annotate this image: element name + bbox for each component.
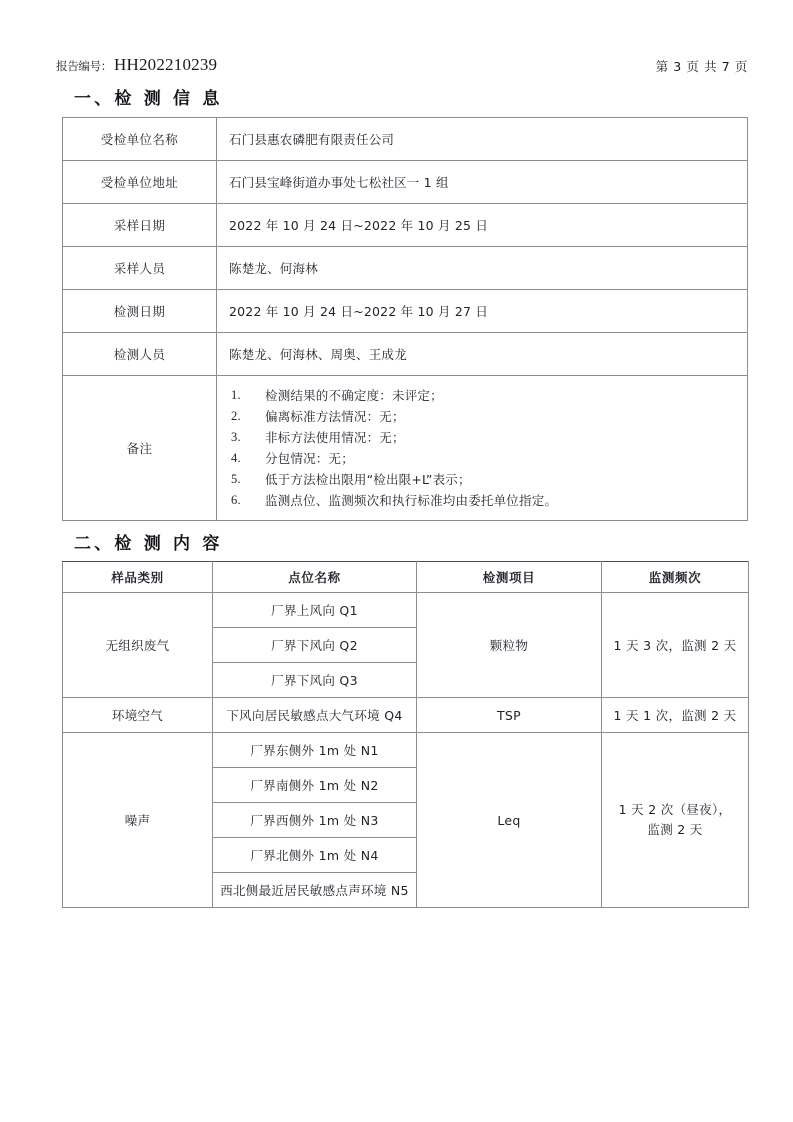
list-item <box>231 427 747 448</box>
column-header-point-name: 点位名称 <box>213 562 417 593</box>
cell-frequency-fugitive-emission: 1 天 3 次，监测 2 天 <box>602 593 749 698</box>
remark-number: 6. <box>231 493 241 507</box>
cell-item-particulates: 颗粒物 <box>417 593 602 698</box>
remark-text: 检测结果的不确定度：未评定； <box>265 388 443 403</box>
list-item <box>231 469 747 490</box>
info-value-unit-name: 石门县惠农磷肥有限责任公司 <box>217 118 748 161</box>
info-value-unit-address: 石门县宝峰街道办事处七松社区一 1 组 <box>217 161 748 204</box>
info-value-sampling-staff: 陈楚龙、何海林 <box>217 247 748 290</box>
info-label-remarks: 备注 <box>63 376 217 521</box>
cell-point-n5: 西北侧最近居民敏感点声环境 N5 <box>213 873 417 908</box>
cell-point-n2: 厂界南侧外 1m 处 N2 <box>213 768 417 803</box>
column-header-test-item: 检测项目 <box>417 562 602 593</box>
table-header-row <box>63 562 749 593</box>
table-row <box>63 698 749 733</box>
info-label-sampling-date: 采样日期 <box>63 204 217 247</box>
info-label-sampling-staff: 采样人员 <box>63 247 217 290</box>
document-header <box>56 55 748 77</box>
table-row <box>63 161 748 204</box>
list-item <box>231 448 747 469</box>
report-number-value: HH202210239 <box>114 55 218 74</box>
table-row <box>63 733 749 768</box>
info-label-testing-staff: 检测人员 <box>63 333 217 376</box>
cell-point-n4: 厂界北侧外 1m 处 N4 <box>213 838 417 873</box>
list-item <box>231 385 747 406</box>
cell-point-q2: 厂界下风向 Q2 <box>213 628 417 663</box>
info-value-sampling-date: 2022 年 10 月 24 日~2022 年 10 月 25 日 <box>217 204 748 247</box>
list-item <box>231 490 747 511</box>
cell-frequency-ambient-air: 1 天 1 次，监测 2 天 <box>602 698 749 733</box>
cell-frequency-noise <box>602 733 749 908</box>
remark-text: 非标方法使用情况：无； <box>265 430 405 445</box>
cell-point-q3: 厂界下风向 Q3 <box>213 663 417 698</box>
remark-number: 2. <box>231 409 241 423</box>
remark-text: 分包情况：无； <box>265 451 354 466</box>
info-value-testing-date: 2022 年 10 月 24 日~2022 年 10 月 27 日 <box>217 290 748 333</box>
inspection-information-body <box>63 118 748 521</box>
cell-point-q4: 下风向居民敏感点大气环境 Q4 <box>213 698 417 733</box>
report-number <box>56 55 217 76</box>
info-value-testing-staff: 陈楚龙、何海林、周奥、王成龙 <box>217 333 748 376</box>
inspection-information-table <box>62 117 748 521</box>
remark-text: 低于方法检出限用“检出限+L”表示； <box>265 472 471 487</box>
cell-item-leq: Leq <box>417 733 602 908</box>
remarks-list <box>217 376 747 520</box>
cell-category-fugitive-emission: 无组织废气 <box>63 593 213 698</box>
cell-category-ambient-air: 环境空气 <box>63 698 213 733</box>
cell-item-tsp: TSP <box>417 698 602 733</box>
remark-number: 4. <box>231 451 241 465</box>
table-row <box>63 593 749 628</box>
column-header-monitor-frequency: 监测频次 <box>602 562 749 593</box>
section-heading-inspection-information: 一、检 测 信 息 <box>74 89 223 109</box>
page-number-marker: 第 3 页 共 7 页 <box>655 59 748 74</box>
remark-text: 偏离标准方法情况：无； <box>265 409 405 424</box>
table-row <box>63 204 748 247</box>
remark-number: 5. <box>231 472 241 486</box>
remark-number: 3. <box>231 430 241 444</box>
info-label-unit-name: 受检单位名称 <box>63 118 217 161</box>
frequency-noise-line2: 监测 2 天 <box>647 822 703 837</box>
report-number-label: 报告编号： <box>56 59 112 73</box>
frequency-noise-line1: 1 天 2 次（昼夜）， <box>618 802 732 817</box>
section-heading-inspection-content: 二、检 测 内 容 <box>74 534 223 554</box>
inspection-content-body <box>63 593 749 908</box>
inspection-content-table <box>62 561 749 908</box>
info-label-unit-address: 受检单位地址 <box>63 161 217 204</box>
table-row <box>63 247 748 290</box>
cell-point-n3: 厂界西侧外 1m 处 N3 <box>213 803 417 838</box>
cell-category-noise: 噪声 <box>63 733 213 908</box>
remark-text: 监测点位、监测频次和执行标准均由委托单位指定。 <box>265 493 558 508</box>
list-item <box>231 406 747 427</box>
info-value-remarks <box>217 376 748 521</box>
column-header-sample-category: 样品类别 <box>63 562 213 593</box>
inspection-content-header <box>63 562 749 593</box>
cell-point-q1: 厂界上风向 Q1 <box>213 593 417 628</box>
table-row <box>63 333 748 376</box>
table-row <box>63 118 748 161</box>
cell-point-n1: 厂界东侧外 1m 处 N1 <box>213 733 417 768</box>
table-row <box>63 290 748 333</box>
remark-number: 1. <box>231 388 241 402</box>
info-label-testing-date: 检测日期 <box>63 290 217 333</box>
table-row-remarks <box>63 376 748 521</box>
